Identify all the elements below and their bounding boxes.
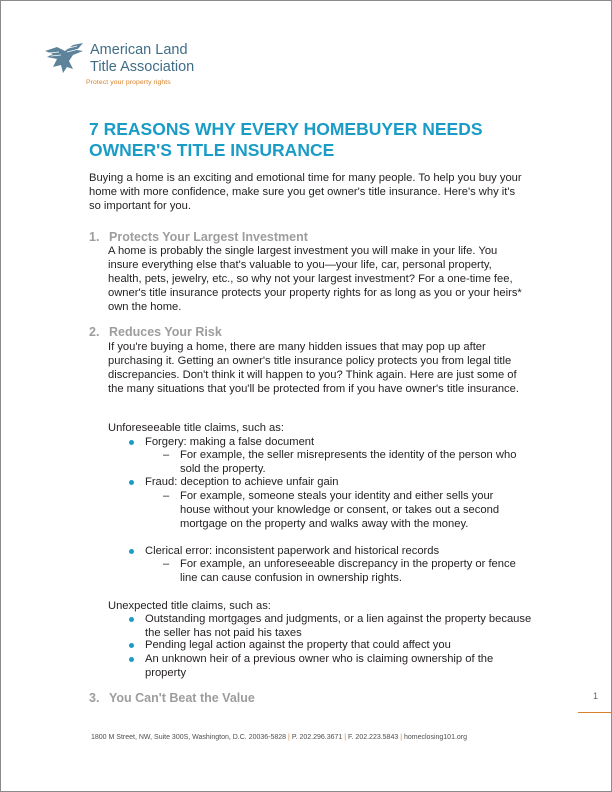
section-number: 1. — [89, 230, 100, 244]
organization-name — [90, 42, 194, 76]
footer-phone: P. 202.296.3671 — [291, 734, 343, 741]
list-item-text: Outstanding mortgages and judgments, or a lien against the property because the seller has not paid his taxes — [145, 613, 532, 639]
dash-icon: – — [163, 558, 170, 570]
list-item-text: Fraud: deception to achieve unfair gain — [145, 476, 339, 488]
footer-separator: | — [288, 734, 290, 741]
sub-list-item-text: For example, an unforeseeable discrepancy in the property or fence line can cause confusion in ownership rights. — [180, 558, 516, 584]
logo-tagline: Protect your property rights — [86, 79, 171, 86]
unexpected-claims-lead: Unexpected title claims, such as: — [108, 600, 271, 612]
intro-paragraph: Buying a home is an exciting and emotional time for many people. To help you buy your home with more confidence, make sure you get owner's title insurance. Here's why it's so important for you. — [89, 172, 522, 212]
dash-icon: – — [163, 449, 170, 461]
footer-separator: | — [400, 734, 403, 741]
footer-address: 1800 M Street, NW, Suite 300S, Washington, D.C. 20036-5828 — [91, 734, 287, 741]
sub-list-item-text: For example, the seller misrepresents the identity of the person who sold the property. — [180, 449, 517, 475]
section-heading-3 — [89, 691, 255, 705]
section-heading-1 — [89, 230, 308, 244]
section-body-1: A home is probably the single largest investment you will make in your life. You insure everything else that's valuable to you—your life, car, personal property, health, pets, jewelry, etc., so why not your largest investment? For a one-time fee, owner's title insurance protects your property rights for as long as you or your heirs* own the home. — [108, 245, 522, 313]
bullet-icon — [129, 480, 134, 485]
footer-contact — [91, 734, 467, 741]
page-title-line2: OWNER'S TITLE INSURANCE — [89, 140, 335, 160]
section-title: Reduces Your Risk — [109, 325, 222, 339]
bullet-icon — [129, 643, 134, 648]
sub-list-item-text: For example, someone steals your identity and either sells your house without your knowledge or consent, or takes out a second mortgage on the property and walks away with the money. — [180, 490, 500, 530]
section-title: Protects Your Largest Investment — [109, 230, 308, 244]
section-body-2: If you're buying a home, there are many hidden issues that may pop up after purchasing it. Getting an owner's title insurance policy protects you from legal title discrepancies. Don't think it will happen to you? Think again. Here are just some of the many situations that you'll be protected from if you have owner's title insurance. — [108, 341, 519, 395]
bullet-icon — [129, 617, 134, 622]
eagle-icon — [43, 41, 87, 77]
organization-name-line1: American Land — [90, 42, 188, 58]
bullet-icon — [129, 549, 134, 554]
footer-website-link[interactable]: homeclosing101.org — [403, 734, 468, 741]
alta-logo — [43, 41, 203, 91]
list-item-text: Forgery: making a false document — [145, 436, 315, 448]
section-title: You Can't Beat the Value — [109, 691, 255, 705]
list-item-text: An unknown heir of a previous owner who is claiming ownership of the property — [145, 653, 494, 679]
footer-rule — [578, 712, 612, 713]
dash-icon: – — [163, 490, 170, 502]
section-number: 3. — [89, 691, 100, 705]
bullet-icon — [129, 657, 134, 662]
footer-separator: | — [344, 734, 347, 741]
page-title — [89, 119, 519, 161]
footer-fax: F. 202.223.5843 — [348, 734, 399, 741]
bullet-icon — [129, 440, 134, 445]
page-number: 1 — [593, 691, 599, 701]
list-item-text: Clerical error: inconsistent paperwork and historical records — [145, 545, 440, 557]
page-title-line1: 7 REASONS WHY EVERY HOMEBUYER NEEDS — [89, 119, 483, 139]
unforeseeable-claims-lead: Unforeseeable title claims, such as: — [108, 422, 284, 434]
section-number: 2. — [89, 325, 100, 339]
organization-name-line2: Title Association — [90, 59, 195, 75]
list-item-text: Pending legal action against the property that could affect you — [145, 639, 451, 651]
section-heading-2 — [89, 325, 222, 339]
